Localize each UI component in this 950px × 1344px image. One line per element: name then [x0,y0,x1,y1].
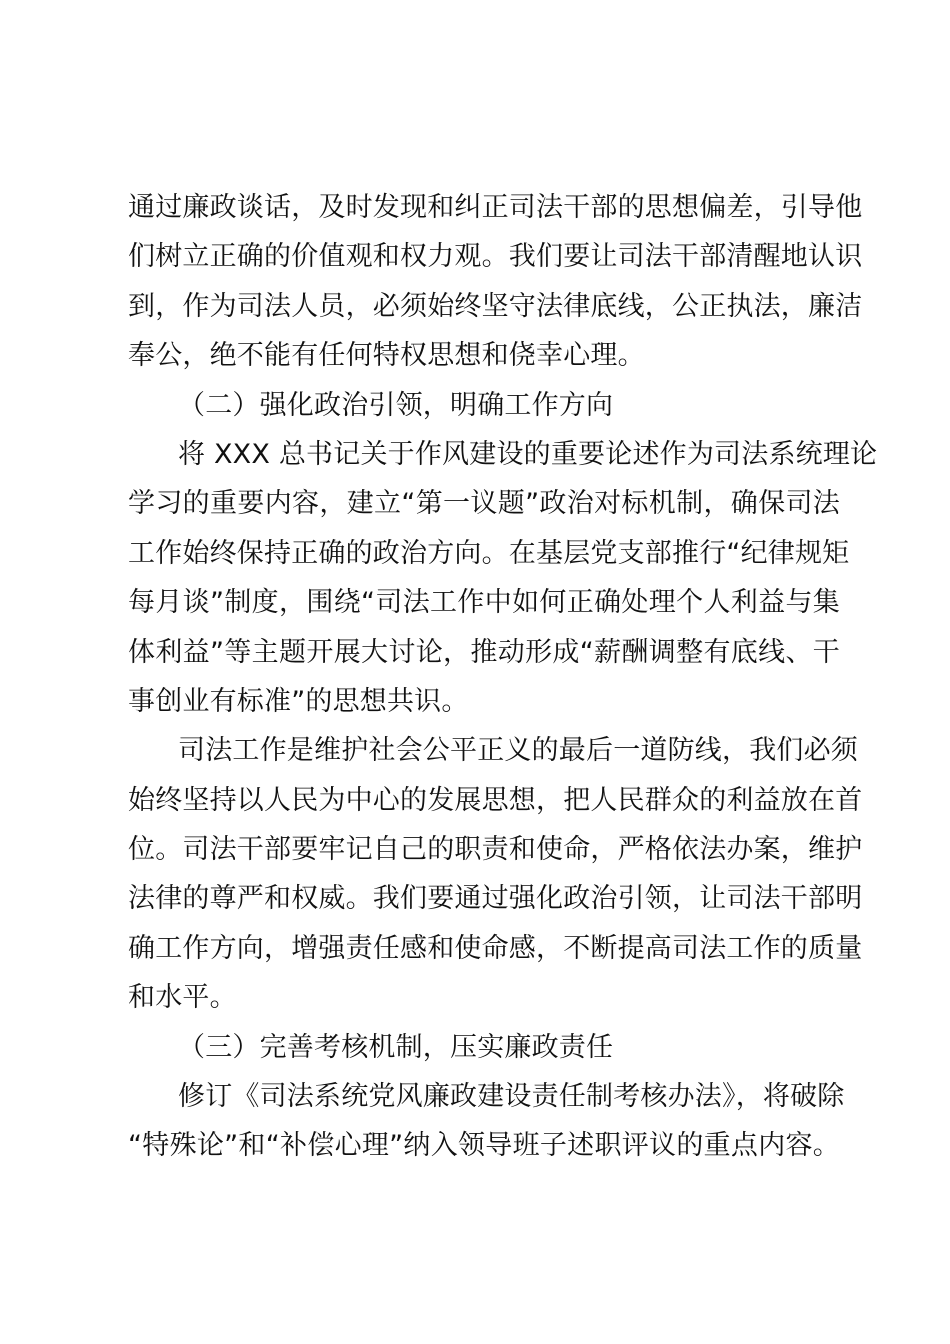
paragraph-line: 通过廉政谈话，及时发现和纠正司法干部的思想偏差，引导他 [128,192,863,223]
paragraph-line: 们树立正确的价值观和权力观。我们要让司法干部清醒地认识 [128,241,863,273]
paragraph-line: 和水平。 [128,982,237,1014]
paragraph-line: 奉公，绝不能有任何特权思想和侥幸心理。 [128,340,645,372]
paragraph-line: 每月谈”制度，围绕“司法工作中如何正确处理个人利益与集 [128,587,840,619]
paragraph-line: 到，作为司法人员，必须始终坚守法律底线，公正执法，廉洁 [128,290,863,322]
paragraph-line: 学习的重要内容，建立“第一议题”政治对标机制，确保司法 [128,488,840,520]
section-heading: （三）完善考核机制，压实廉政责任 [178,1031,614,1063]
paragraph-line: 体利益”等主题开展大讨论，推动形成“薪酬调整有底线、干 [128,636,840,668]
paragraph-line: 位。司法干部要牢记自己的职责和使命，严格依法办案，维护 [128,834,863,866]
paragraph-line: 工作始终保持正确的政治方向。在基层党支部推行“纪律规矩 [128,537,850,569]
paragraph-line: 修订《司法系统党风廉政建设责任制考核办法》，将破除 [178,1081,845,1113]
paragraph-line: 司法工作是维护社会公平正义的最后一道防线，我们必须 [178,735,858,767]
paragraph-line: 事创业有标准”的思想共识。 [128,685,469,717]
section-heading: （二）强化政治引领，明确工作方向 [178,389,614,421]
paragraph-line: “特殊论”和“补偿心理”纳入领导班子述职评议的重点内容。 [128,1130,840,1162]
paragraph-line: 法律的尊严和权威。我们要通过强化政治引领，让司法干部明 [128,883,863,915]
paragraph-line: 将 XXX 总书记关于作风建设的重要论述作为司法系统理论 [178,438,878,470]
paragraph-line: 始终坚持以人民为中心的发展思想，把人民群众的利益放在首 [128,784,863,816]
paragraph-line: 确工作方向，增强责任感和使命感，不断提高司法工作的质量 [128,932,863,964]
document-body [128,183,878,1171]
